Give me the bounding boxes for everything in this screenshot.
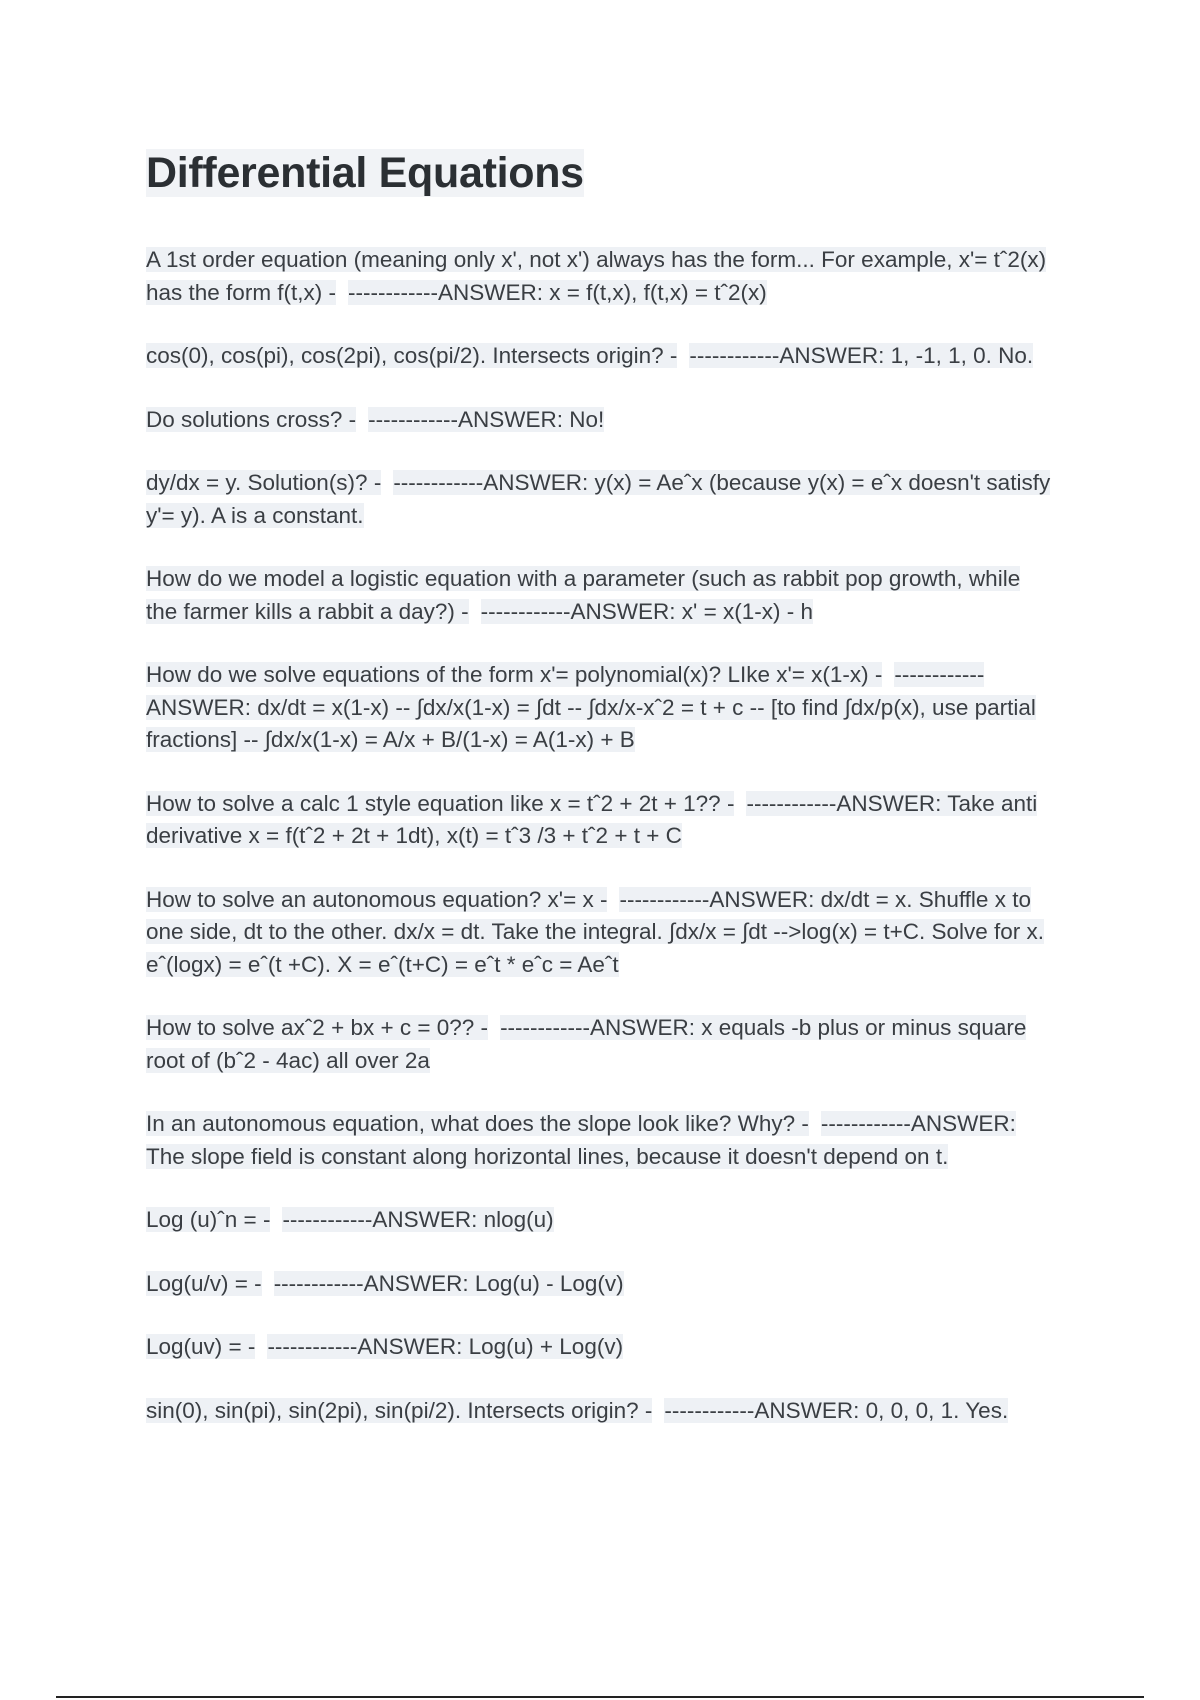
qa-item — [146, 404, 1056, 437]
qa-item — [146, 340, 1056, 373]
question-text: Log (u)ˆn = - — [146, 1207, 271, 1232]
question-text: A 1st order equation (meaning only x', not x') always has the form... For example, x'= tˆ2(x) has the form f(t,x) - — [146, 247, 1047, 305]
answer-text: ------------ANSWER: dx/dt = x(1-x) -- ∫dx/x(1-x) = ∫dt -- ∫dx/x-xˆ2 = t + c -- [to find ∫dx/p(x), use partial fractions] -- ∫dx/x(1-x) = A/x + B/(1-x) = A(1-x) + B — [146, 662, 1036, 752]
answer-text: ------------ANSWER: 0, 0, 0, 1. Yes. — [664, 1397, 1009, 1423]
answer-text: ------------ANSWER: 1, -1, 1, 0. No. — [689, 343, 1034, 368]
question-text: How to solve a calc 1 style equation like x = tˆ2 + 2t + 1?? - — [146, 790, 735, 816]
title-block — [146, 146, 1056, 200]
answer-text: ------------ANSWER: x' = x(1-x) - h — [480, 598, 813, 624]
qa-item — [146, 1331, 1056, 1364]
qa-item — [146, 1108, 1056, 1173]
answer-text: ------------ANSWER: Log(u) + Log(v) — [267, 1334, 624, 1359]
qa-list — [146, 244, 1056, 1427]
qa-item — [146, 659, 1056, 757]
answer-text: ------------ANSWER: x = f(t,x), f(t,x) = tˆ2(x) — [348, 279, 767, 305]
answer-text: ------------ANSWER: nlog(u) — [282, 1207, 554, 1232]
qa-item — [146, 884, 1056, 982]
page-bottom-divider — [56, 1696, 1144, 1698]
qa-item — [146, 1268, 1056, 1301]
answer-text: ------------ANSWER: dx/dt = x. Shuffle x to one side, dt to the other. dx/x = dt. Take the integral. ∫dx/x = ∫dt -->log(x) = t+C. Solve for x. eˆ(logx) = eˆ(t +C). X = eˆ(t+C) = eˆt * eˆc = Aeˆt — [146, 886, 1045, 977]
question-text: How to solve axˆ2 + bx + c = 0?? - — [146, 1015, 489, 1040]
question-text: How to solve an autonomous equation? x'= x - — [146, 886, 608, 912]
qa-item — [146, 1395, 1056, 1428]
question-text: dy/dx = y. Solution(s)? - — [146, 470, 382, 495]
qa-item — [146, 1012, 1056, 1077]
question-text: Log(uv) = - — [146, 1334, 256, 1359]
qa-item — [146, 244, 1056, 309]
question-text: Do solutions cross? - — [146, 406, 357, 432]
question-text: cos(0), cos(pi), cos(2pi), cos(pi/2). Intersects origin? - — [146, 343, 678, 368]
answer-text: ------------ANSWER: Log(u) - Log(v) — [273, 1270, 624, 1296]
qa-item — [146, 788, 1056, 853]
qa-item — [146, 1204, 1056, 1237]
answer-text: ------------ANSWER: The slope field is constant along horizontal lines, because it doesn't depend on t. — [146, 1111, 1016, 1169]
answer-text: ------------ANSWER: x equals -b plus or minus square root of (bˆ2 - 4ac) all over 2a — [146, 1015, 1027, 1073]
answer-text: ------------ANSWER: Take anti derivative x = f(tˆ2 + 2t + 1dt), x(t) = tˆ3 /3 + tˆ2 + t + C — [146, 790, 1038, 848]
answer-text: ------------ANSWER: y(x) = Aeˆx (because y(x) = eˆx doesn't satisfy y'= y). A is a constant. — [146, 470, 1051, 528]
question-text: In an autonomous equation, what does the slope look like? Why? - — [146, 1111, 809, 1136]
question-text: How do we model a logistic equation with a parameter (such as rabbit pop growth, while the farmer kills a rabbit a day?) - — [146, 566, 1021, 624]
document-page — [146, 146, 1056, 1458]
question-text: sin(0), sin(pi), sin(2pi), sin(pi/2). Intersects origin? - — [146, 1397, 653, 1423]
question-text: Log(u/v) = - — [146, 1270, 262, 1296]
page-title: Differential Equations — [146, 149, 584, 197]
qa-item — [146, 467, 1056, 532]
question-text: How do we solve equations of the form x'= polynomial(x)? LIke x'= x(1-x) - — [146, 662, 883, 687]
answer-text: ------------ANSWER: No! — [368, 406, 605, 432]
qa-item — [146, 563, 1056, 628]
